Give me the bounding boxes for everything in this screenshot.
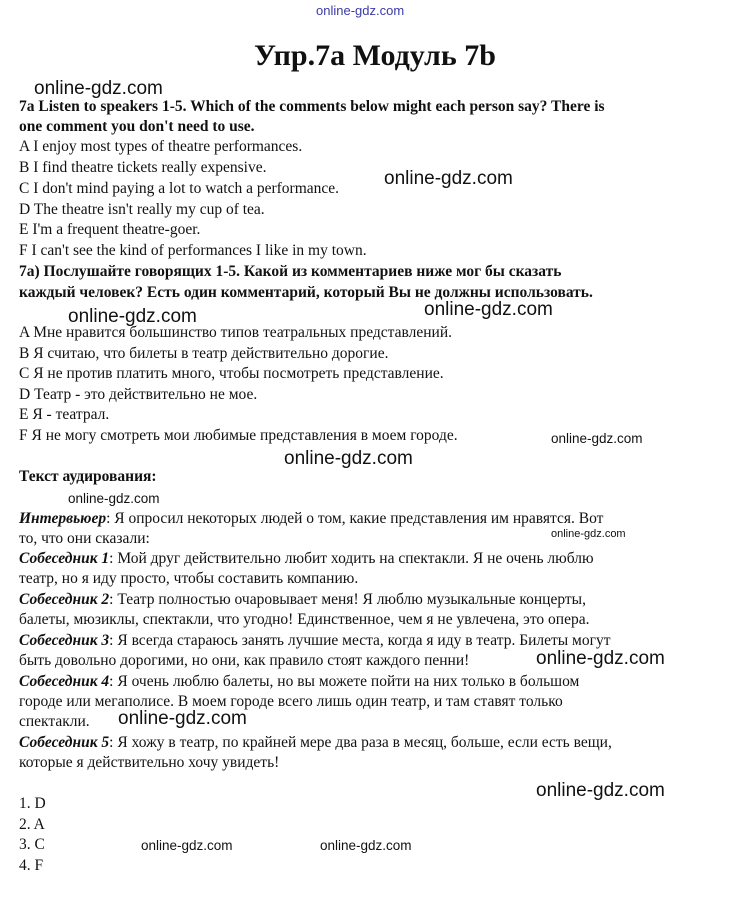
answer-item: 1. D: [19, 795, 46, 812]
answer-item: 3. C: [19, 836, 45, 853]
speaker-label: Собеседник 1: [19, 550, 110, 567]
site-watermark-top[interactable]: online-gdz.com: [316, 3, 405, 18]
transcript-line: [19, 631, 611, 651]
transcript-line: [19, 712, 90, 732]
watermark: online-gdz.com: [536, 780, 665, 801]
task-ru-option: F Я не могу смотреть мои любимые представления в моем городе.: [19, 427, 458, 444]
transcript-line: [19, 509, 603, 529]
task-en-option: B I find theatre tickets really expensive.: [19, 159, 267, 176]
watermark: online-gdz.com: [141, 838, 233, 853]
task-en-instruction: 7a Listen to speakers 1-5. Which of the comments below might each person say? There is: [19, 98, 605, 115]
speech-text: спектакли.: [19, 713, 90, 730]
speaker-label: Собеседник 3: [19, 632, 110, 649]
speech-text: быть довольно дорогими, но они, как правило стоят каждого пенни!: [19, 652, 470, 669]
speaker-label: Интервьюер: [19, 510, 107, 527]
transcript-line: [19, 590, 586, 610]
watermark: online-gdz.com: [320, 838, 412, 853]
task-en-instruction: one comment you don't need to use.: [19, 118, 255, 135]
transcript-line: [19, 753, 279, 773]
speech-text: : Я всегда стараюсь занять лучшие места, когда я иду в театр. Билеты могут: [109, 632, 611, 649]
watermark: online-gdz.com: [34, 78, 163, 99]
task-ru-instruction: 7а) Послушайте говорящих 1-5. Какой из комментариев ниже мог бы сказать: [19, 263, 562, 280]
transcript-line: [19, 672, 579, 692]
task-ru-option: C Я не против платить много, чтобы посмотреть представление.: [19, 365, 444, 382]
speech-text: : Я хожу в театр, по крайней мере два раза в месяц, больше, если есть вещи,: [109, 734, 612, 751]
speaker-label: Собеседник 2: [19, 591, 110, 608]
watermark: online-gdz.com: [536, 648, 665, 669]
watermark: online-gdz.com: [384, 168, 513, 189]
task-en-option: C I don't mind paying a lot to watch a performance.: [19, 180, 340, 197]
speech-text: то, что они сказали:: [19, 530, 150, 547]
task-en-option: E I'm a frequent theatre-goer.: [19, 221, 201, 238]
task-ru-option: B Я считаю, что билеты в театр действительно дорогие.: [19, 345, 389, 362]
transcript-line: [19, 692, 563, 712]
speech-text: балеты, мюзиклы, спектакли, что угодно! Единственное, чем я не увлечена, это опера.: [19, 611, 590, 628]
watermark: online-gdz.com: [68, 306, 197, 327]
transcript-line: [19, 529, 150, 549]
page-title: Упр.7а Модуль 7b: [254, 39, 496, 72]
watermark: online-gdz.com: [551, 431, 643, 446]
task-en-option: A I enjoy most types of theatre performances.: [19, 138, 303, 155]
transcript-line: [19, 733, 612, 753]
speech-text: : Мой друг действительно любит ходить на спектакли. Я не очень люблю: [109, 550, 594, 567]
task-ru-option: D Театр - это действительно не мое.: [19, 386, 258, 403]
speech-text: театр, но я иду просто, чтобы составить компанию.: [19, 570, 359, 587]
transcript-line: [19, 549, 594, 569]
task-en-option: D The theatre isn't really my cup of tea.: [19, 201, 265, 218]
task-ru-option: E Я - театрал.: [19, 406, 110, 423]
speech-text: : Я очень люблю балеты, но вы можете пойти на них только в большом: [109, 673, 580, 690]
speaker-label: Собеседник 4: [19, 673, 110, 690]
answer-item: 4. F: [19, 857, 44, 874]
task-en-option: F I can't see the kind of performances I like in my town.: [19, 242, 367, 259]
task-ru-option: A Мне нравится большинство типов театральных представлений.: [19, 324, 452, 341]
watermark: online-gdz.com: [551, 528, 626, 540]
transcript-line: [19, 569, 358, 589]
transcript-line: [19, 651, 469, 671]
speech-text: которые я действительно хочу увидеть!: [19, 754, 280, 771]
transcript-line: [19, 610, 589, 630]
speech-text: городе или мегаполисе. В моем городе всего лишь один театр, и там ставят только: [19, 693, 563, 710]
task-ru-instruction: каждый человек? Есть один комментарий, который Вы не должны использовать.: [19, 284, 593, 301]
speaker-label: Собеседник 5: [19, 734, 110, 751]
watermark: online-gdz.com: [118, 708, 247, 729]
answer-item: 2. A: [19, 816, 45, 833]
watermark: online-gdz.com: [284, 448, 413, 469]
transcript-heading: Текст аудирования:: [19, 468, 157, 485]
speech-text: : Я опросил некоторых людей о том, какие представления им нравятся. Вот: [106, 510, 604, 527]
watermark: online-gdz.com: [424, 299, 553, 320]
watermark: online-gdz.com: [68, 491, 160, 506]
speech-text: : Театр полностью очаровывает меня! Я люблю музыкальные концерты,: [109, 591, 586, 608]
